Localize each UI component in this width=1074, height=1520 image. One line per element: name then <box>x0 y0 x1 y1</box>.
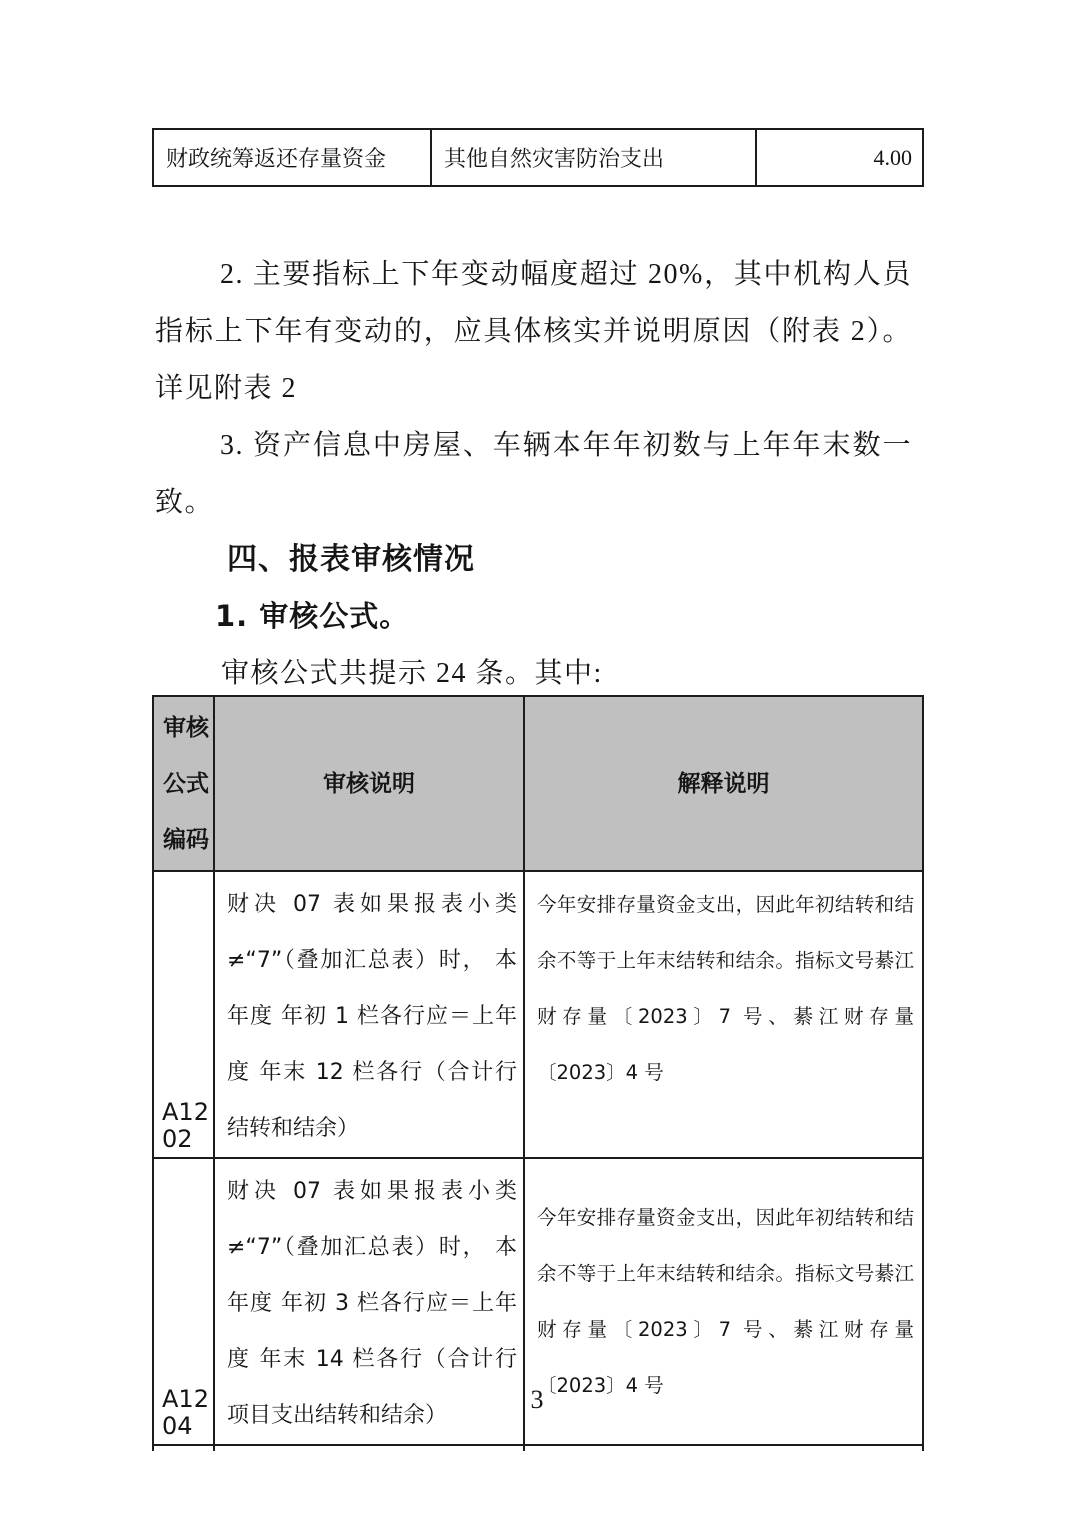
audit-table-header-row <box>153 696 923 871</box>
continued-funds-table <box>152 128 924 187</box>
check-description: 财决 07 表如果报表小类≠“7”（叠加汇总表）时， 本年度 年初 3 栏各行应＝上年度 年末 14 栏各行（合计行项目支出结转和结余） <box>214 1158 524 1445</box>
table-row <box>153 129 923 186</box>
header-check: 审核说明 <box>214 696 524 871</box>
subsection-heading: 1. 审核公式。 <box>215 599 410 633</box>
header-code: 审核公式编码 <box>153 696 214 871</box>
paragraph-3: 3. 资产信息中房屋、车辆本年年初数与上年年末数一致。 <box>155 430 912 518</box>
section-heading: 四、报表审核情况 <box>227 542 475 577</box>
header-explain: 解释说明 <box>524 696 923 871</box>
formula-code: A1204 <box>153 1158 214 1445</box>
paragraph-2: 2. 主要指标上下年变动幅度超过 20%，其中机构人员指标上下年有变动的，应具体核实并说明原因（附表 2）。详见附表 2 <box>155 259 912 404</box>
clipped-next-row <box>153 1445 923 1451</box>
formula-code: A1202 <box>153 871 214 1158</box>
expense-item-cell: 其他自然灾害防治支出 <box>431 129 756 186</box>
amount-cell: 4.00 <box>756 129 923 186</box>
audit-formula-table <box>152 695 924 1451</box>
check-description: 财决 07 表如果报表小类≠“7”（叠加汇总表）时， 本年度 年初 1 栏各行应＝上年度 年末 12 栏各行（合计行结转和结余） <box>214 871 524 1158</box>
body-text <box>155 246 912 702</box>
explanation: 今年安排存量资金支出，因此年初结转和结余不等于上年末结转和结余。指标文号綦江财存量〔2023〕7 号、綦江财存量〔2023〕4 号 <box>524 1158 923 1445</box>
intro-line: 审核公式共提示 24 条。其中: <box>221 658 603 689</box>
page-number: 3 <box>530 1385 544 1414</box>
fund-source-cell: 财政统筹返还存量资金 <box>153 129 431 186</box>
audit-row-a1202 <box>153 871 923 1158</box>
explanation: 今年安排存量资金支出，因此年初结转和结余不等于上年末结转和结余。指标文号綦江财存量〔2023〕7 号、綦江财存量〔2023〕4 号 <box>524 871 923 1158</box>
